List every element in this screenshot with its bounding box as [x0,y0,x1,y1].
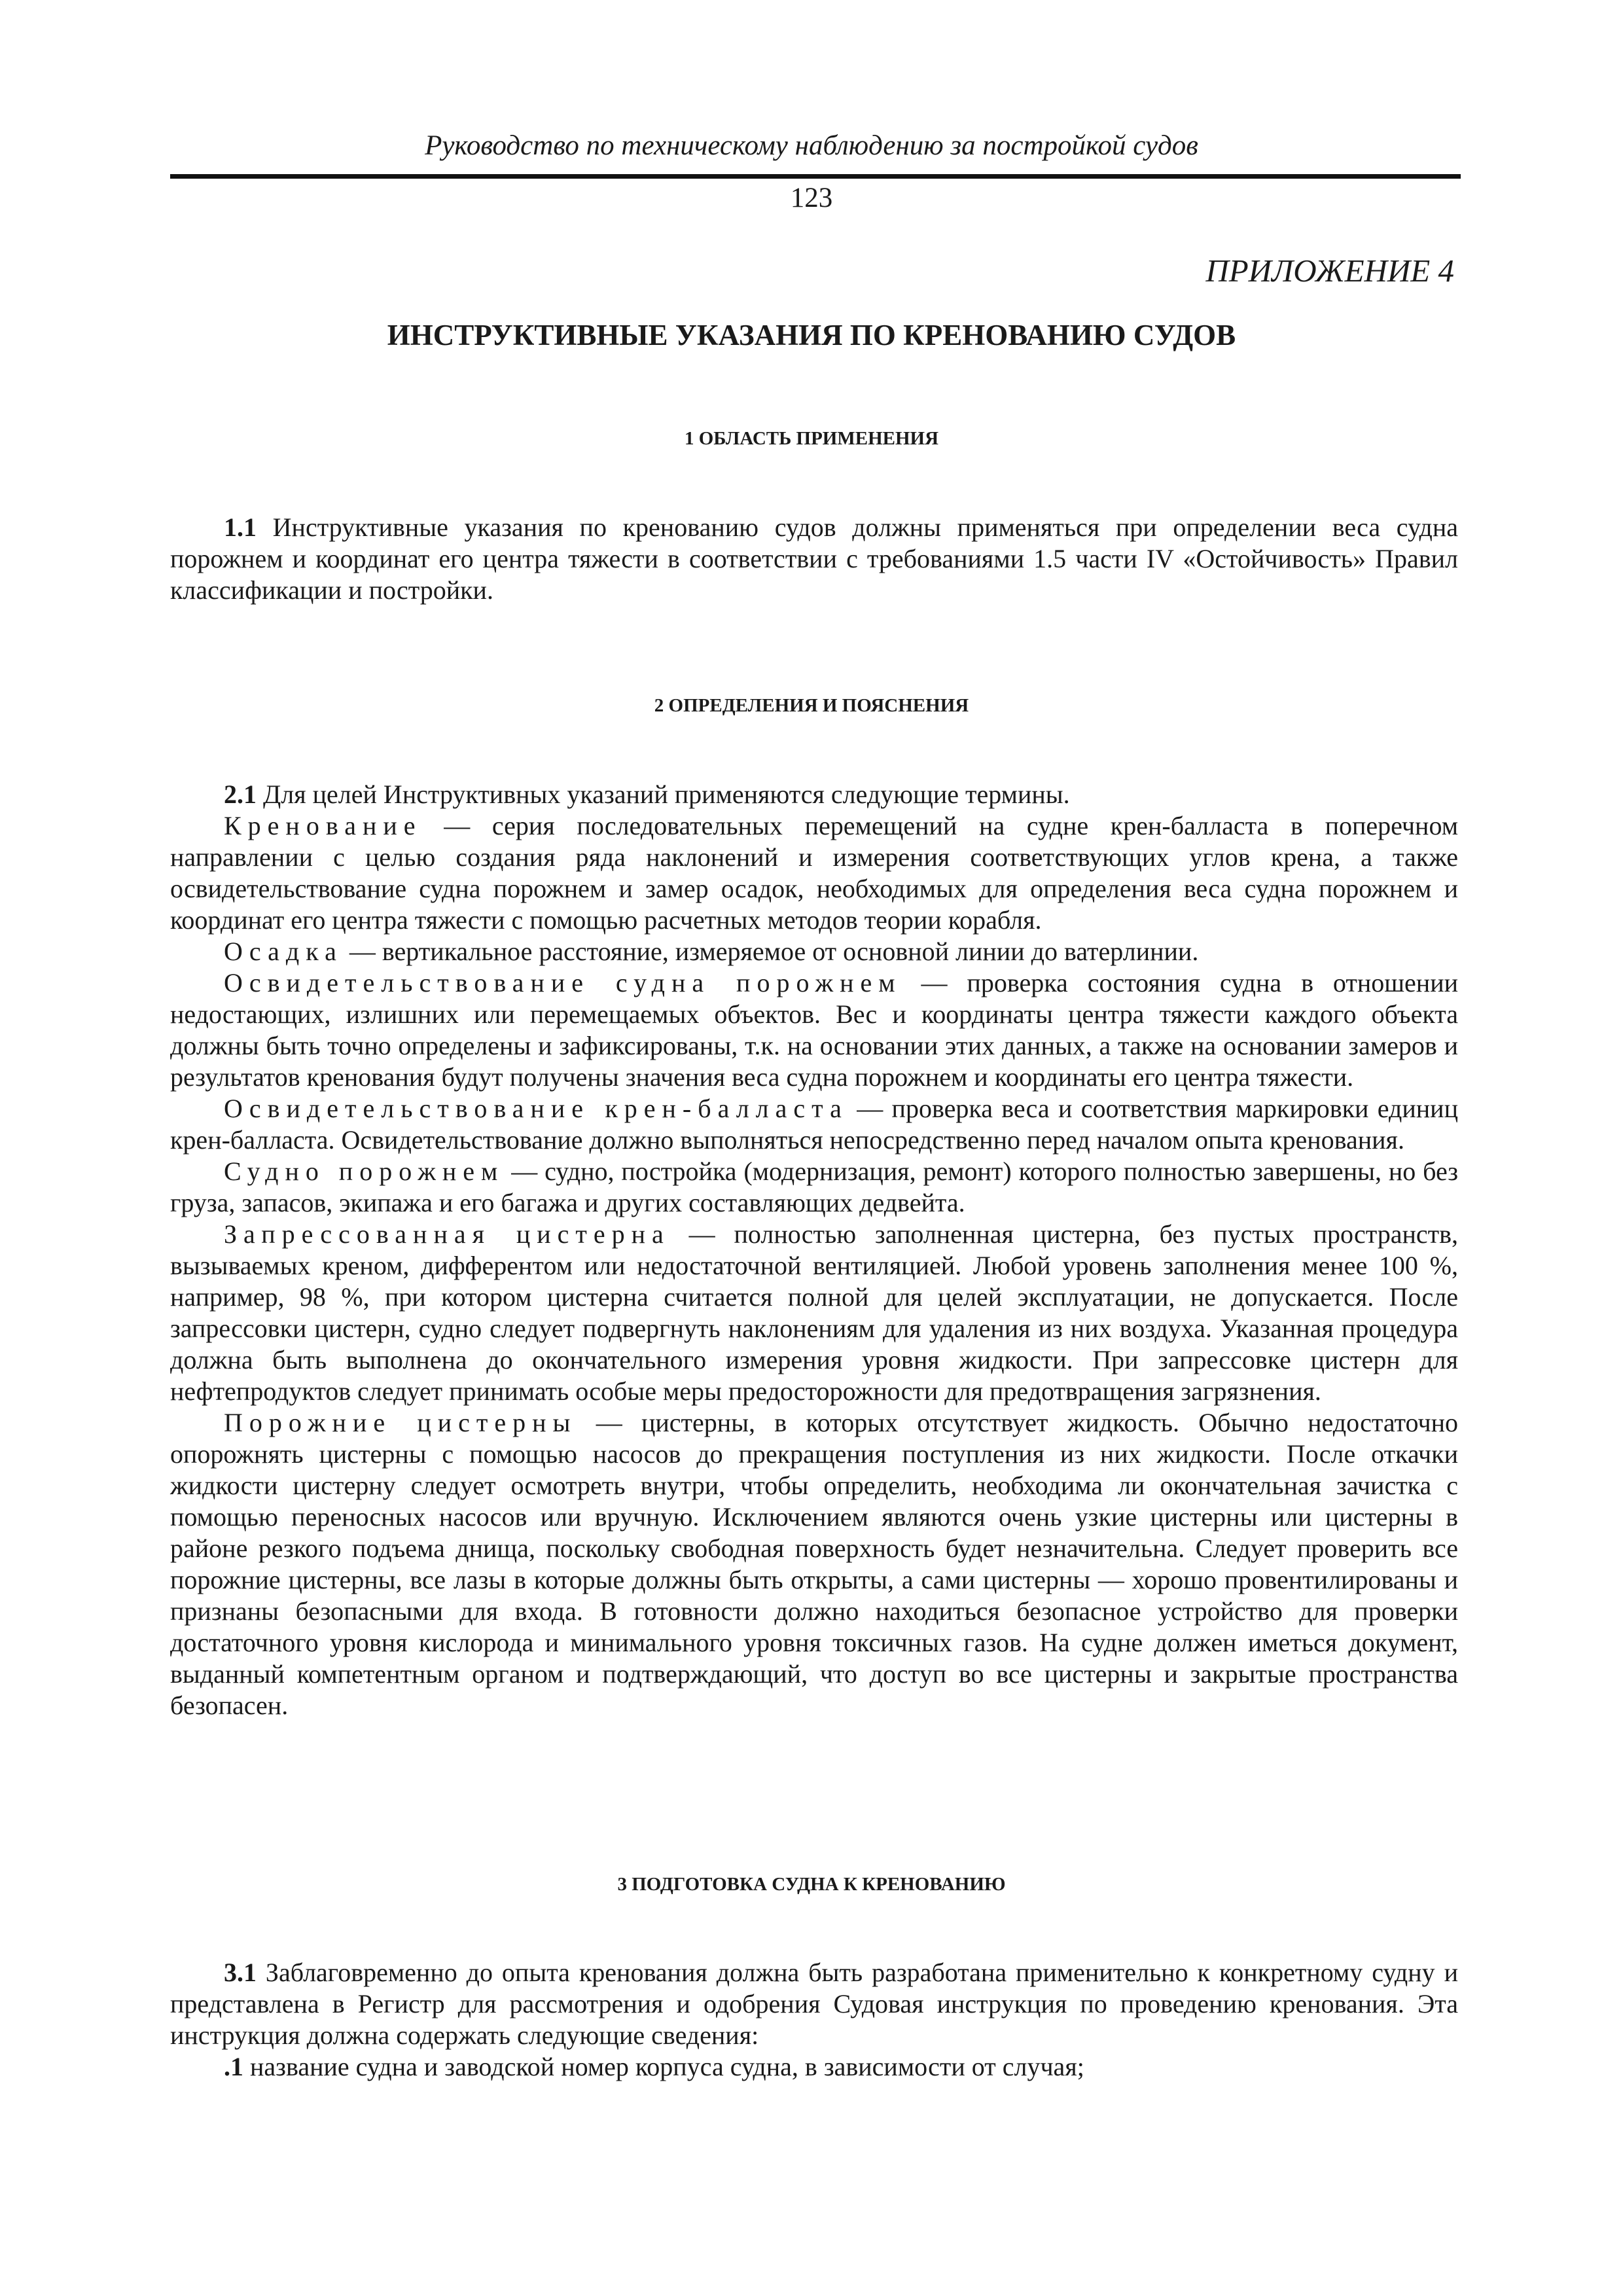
paragraph-number: 1.1 [224,512,257,542]
definition-term: Освидетельствование крен-балласта [224,1094,848,1123]
definition-term: Освидетельствование судна порожнем [224,968,902,997]
definition-text: — проверка состояния судна в отношении недостающих, излишних или перемещаемых объектов. Вес и координаты центра тяжести каждого объекта должны быть точно определены и зафиксированы, т.к. на основании этих данных, а также на основании замеров и результатов кренования будут получены значения веса судна порожнем и координаты его центра тяжести. [170,968,1458,1092]
header-rule [170,174,1461,179]
paragraph-number: 3.1 [224,1958,257,1987]
definition-empty-tanks [170,1407,1458,1721]
paragraph-text: Заблаговременно до опыта кренования должна быть разработана применительно к конкретному судну и представлена в Регистр для рассмотрения и одобрения Судовая инструкция по проведению кренования. Эта инструкция должна содержать следующие сведения: [170,1958,1458,2050]
document-title: ИНСТРУКТИВНЫЕ УКАЗАНИЯ ПО КРЕНОВАНИЮ СУДОВ [387,319,1236,351]
section-1-heading: 1 ОБЛАСТЬ ПРИМЕНЕНИЯ [684,428,939,449]
definition-text: — вертикальное расстояние, измеряемое от основной линии до ватерлинии. [342,937,1199,966]
running-header: Руководство по техническому наблюдению за постройкой судов [425,130,1198,161]
section-2-heading: 2 ОПРЕДЕЛЕНИЯ И ПОЯСНЕНИЯ [654,695,969,716]
paragraph-3-1 [170,1957,1458,2051]
definition-text: — полностью заполненная цистерна, без пустых пространств, вызываемых креном, дифферентом или недостаточной вентиляцией. Любой уровень заполнения менее 100 %, например, 98 %, при котором цистерна считается полной для целей эксплуатации, не допускается. После запрессовки цистерн, судно следует подвергнуть наклонениям для удаления из них воздуха. Указанная процедура должна быть выполнена до окончательного измерения уровня жидкости. При запрессовке цистерн для нефтепродуктов следует принимать особые меры предосторожности для предотвращения загрязнения. [170,1219,1459,1406]
definition-krenovanie [170,810,1458,936]
definition-ballast-survey [170,1093,1458,1156]
paragraph-1-1 [170,512,1458,606]
appendix-label: ПРИЛОЖЕНИЕ 4 [1205,253,1454,289]
definition-lightship-survey [170,967,1458,1093]
page-number: 123 [790,183,833,213]
definition-term: Кренование [224,811,422,840]
paragraph-number: 2.1 [224,780,257,809]
definition-text: — проверка веса и соответствия маркировки единиц крен-балласта. Освидетельствование должно выполняться непосредственно перед началом опыта кренования. [170,1094,1458,1155]
definition-term: Судно порожнем [224,1157,505,1186]
definition-text: — серия последовательных перемещений на судне крен-балласта в поперечном направлении с целью создания ряда наклонений и измерения соответствующих углов крена, а также освидетельствование судна порожнем и замер осадок, необходимых для определения веса судна порожнем и координат его центра тяжести с помощью расчетных методов теории корабля. [170,811,1458,935]
section-3-body [170,1957,1458,2083]
definition-term: Запрессованная цистерна [224,1219,670,1249]
definition-pressed-tank [170,1219,1458,1407]
section-1-body [170,512,1458,606]
definition-term: Порожние цистерны [224,1408,577,1437]
definition-lightship [170,1156,1458,1219]
paragraph-text: Инструктивные указания по кренованию судов должны применяться при определении веса судна порожнем и координат его центра тяжести в соответствии с требованиями 1.5 части IV «Остойчивость» Правил классификации и постройки. [170,512,1458,605]
list-item-1 [170,2051,1458,2083]
definition-term: Осадка [224,937,343,966]
section-2-body [170,779,1458,1721]
list-item-number: .1 [224,2052,243,2081]
section-3-heading: 3 ПОДГОТОВКА СУДНА К КРЕНОВАНИЮ [617,1874,1006,1895]
list-item-text: название судна и заводской номер корпуса судна, в зависимости от случая; [243,2052,1084,2081]
paragraph-text: Для целей Инструктивных указаний применяются следующие термины. [257,780,1070,809]
definition-text: — цистерны, в которых отсутствует жидкость. Обычно недостаточно опорожнять цистерны с помощью насосов до прекращения поступления из них жидкости. После откачки жидкости цистерну следует осмотреть внутри, чтобы определить, необходима ли окончательная зачистка с помощью переносных насосов или вручную. Исключением являются очень узкие цистерны или цистерны в районе резкого подъема днища, поскольку свободная поверхность будет незначительна. Следует проверить все порожние цистерны, все лазы в которые должны быть открыты, а сами цистерны — хорошо провентилированы и признаны безопасными для входа. В готовности должно находиться безопасное устройство для проверки достаточного уровня кислорода и минимального уровня токсичных газов. На судне должен иметься документ, выданный компетентным органом и подтверждающий, что доступ во все цистерны и закрытые пространства безопасен. [170,1408,1458,1720]
definition-text: — судно, постройка (модернизация, ремонт) которого полностью завершены, но без груза, запасов, экипажа и его багажа и других составляющих дедвейта. [170,1157,1458,1217]
definition-osadka [170,936,1458,967]
paragraph-2-1 [170,779,1458,810]
